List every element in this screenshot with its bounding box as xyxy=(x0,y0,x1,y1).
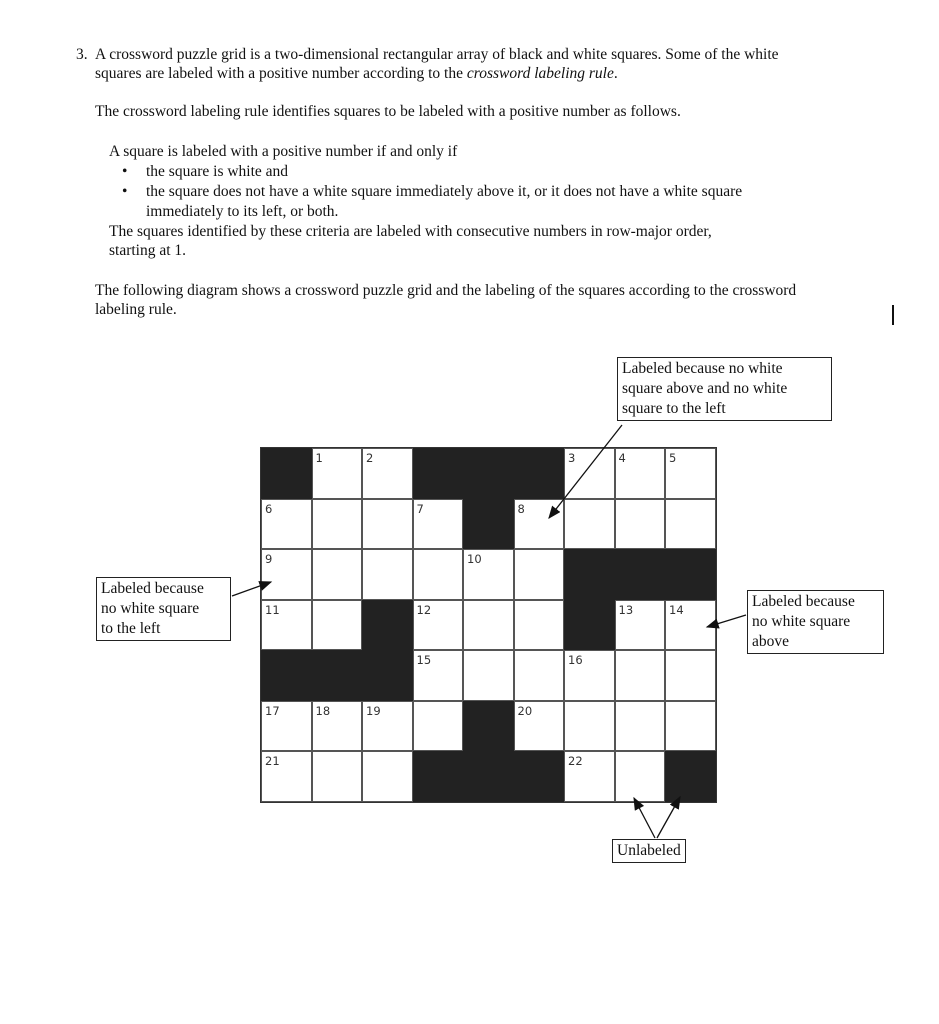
arrow-right xyxy=(707,615,746,627)
callout-line: Labeled because xyxy=(101,580,204,597)
callout-line: above xyxy=(752,633,790,650)
callout-line: square above and no white xyxy=(622,380,788,397)
arrow-bottom-1 xyxy=(634,798,655,838)
rule-head: A square is labeled with a positive number if and only if xyxy=(109,143,458,160)
square-label: 4 xyxy=(618,451,626,465)
square-label: 2 xyxy=(366,451,374,465)
bullet-2: the square does not have a white square immediately above it, or it does not have a white square xyxy=(146,183,743,200)
callout-bottom: Unlabeled xyxy=(612,839,686,863)
square-label: 19 xyxy=(366,703,381,718)
bullet-2-cont: immediately to its left, or both. xyxy=(146,203,339,220)
question-number: 3. xyxy=(76,46,88,63)
arrow-bottom-2 xyxy=(657,797,680,838)
callout-line: square to the left xyxy=(622,400,726,417)
bullet-1: the square is white and xyxy=(146,163,289,180)
square-label: 9 xyxy=(265,552,273,566)
arrow-left xyxy=(232,582,271,596)
square-label: 18 xyxy=(315,703,331,718)
rule-intro: The crossword labeling rule identifies squares to be labeled with a positive number as follows. xyxy=(95,103,681,120)
intro-text-part: squares are labeled with a positive number according to the xyxy=(95,65,467,82)
square-label: 15 xyxy=(416,653,432,667)
square-label: 5 xyxy=(669,451,677,465)
callout-line: Labeled because no white xyxy=(622,360,783,377)
square-label: 13 xyxy=(618,602,634,617)
square-label: 11 xyxy=(265,602,280,617)
square-label: 6 xyxy=(265,501,273,516)
callout-line: Labeled because xyxy=(752,593,855,610)
square-label: 14 xyxy=(669,602,684,617)
square-label: 20 xyxy=(517,703,533,718)
bullet-dot: • xyxy=(122,183,128,200)
square-label: 1 xyxy=(315,451,323,465)
square-label: 8 xyxy=(517,501,525,516)
square-label: 22 xyxy=(568,754,583,768)
square-label: 16 xyxy=(568,653,583,667)
arrow-top xyxy=(549,425,622,518)
rule-name: crossword labeling rule xyxy=(466,65,614,82)
diagram-intro: The following diagram shows a crossword puzzle grid and the labeling of the squares according to the crossword xyxy=(95,282,797,299)
square-label: 3 xyxy=(568,451,576,465)
intro-text-end: . xyxy=(613,65,618,82)
square-label: 10 xyxy=(467,552,482,566)
square-label: 21 xyxy=(265,754,280,768)
square-label: 17 xyxy=(265,703,280,718)
callout-line: to the left xyxy=(101,620,161,637)
square-label: 12 xyxy=(416,602,432,617)
callout-line: no white square xyxy=(752,613,851,630)
rule-tail: The squares identified by these criteria are labeled with consecutive numbers in row-major order, xyxy=(109,223,712,240)
diagram-intro-2: labeling rule. xyxy=(95,301,177,318)
bullet-dot: • xyxy=(122,163,128,180)
rule-tail-2: starting at 1. xyxy=(109,242,187,259)
callout-line: no white square xyxy=(101,600,200,617)
square-label: 7 xyxy=(416,501,424,516)
intro-text: A crossword puzzle grid is a two-dimensional rectangular array of black and white squares. Some of the white xyxy=(95,46,779,63)
